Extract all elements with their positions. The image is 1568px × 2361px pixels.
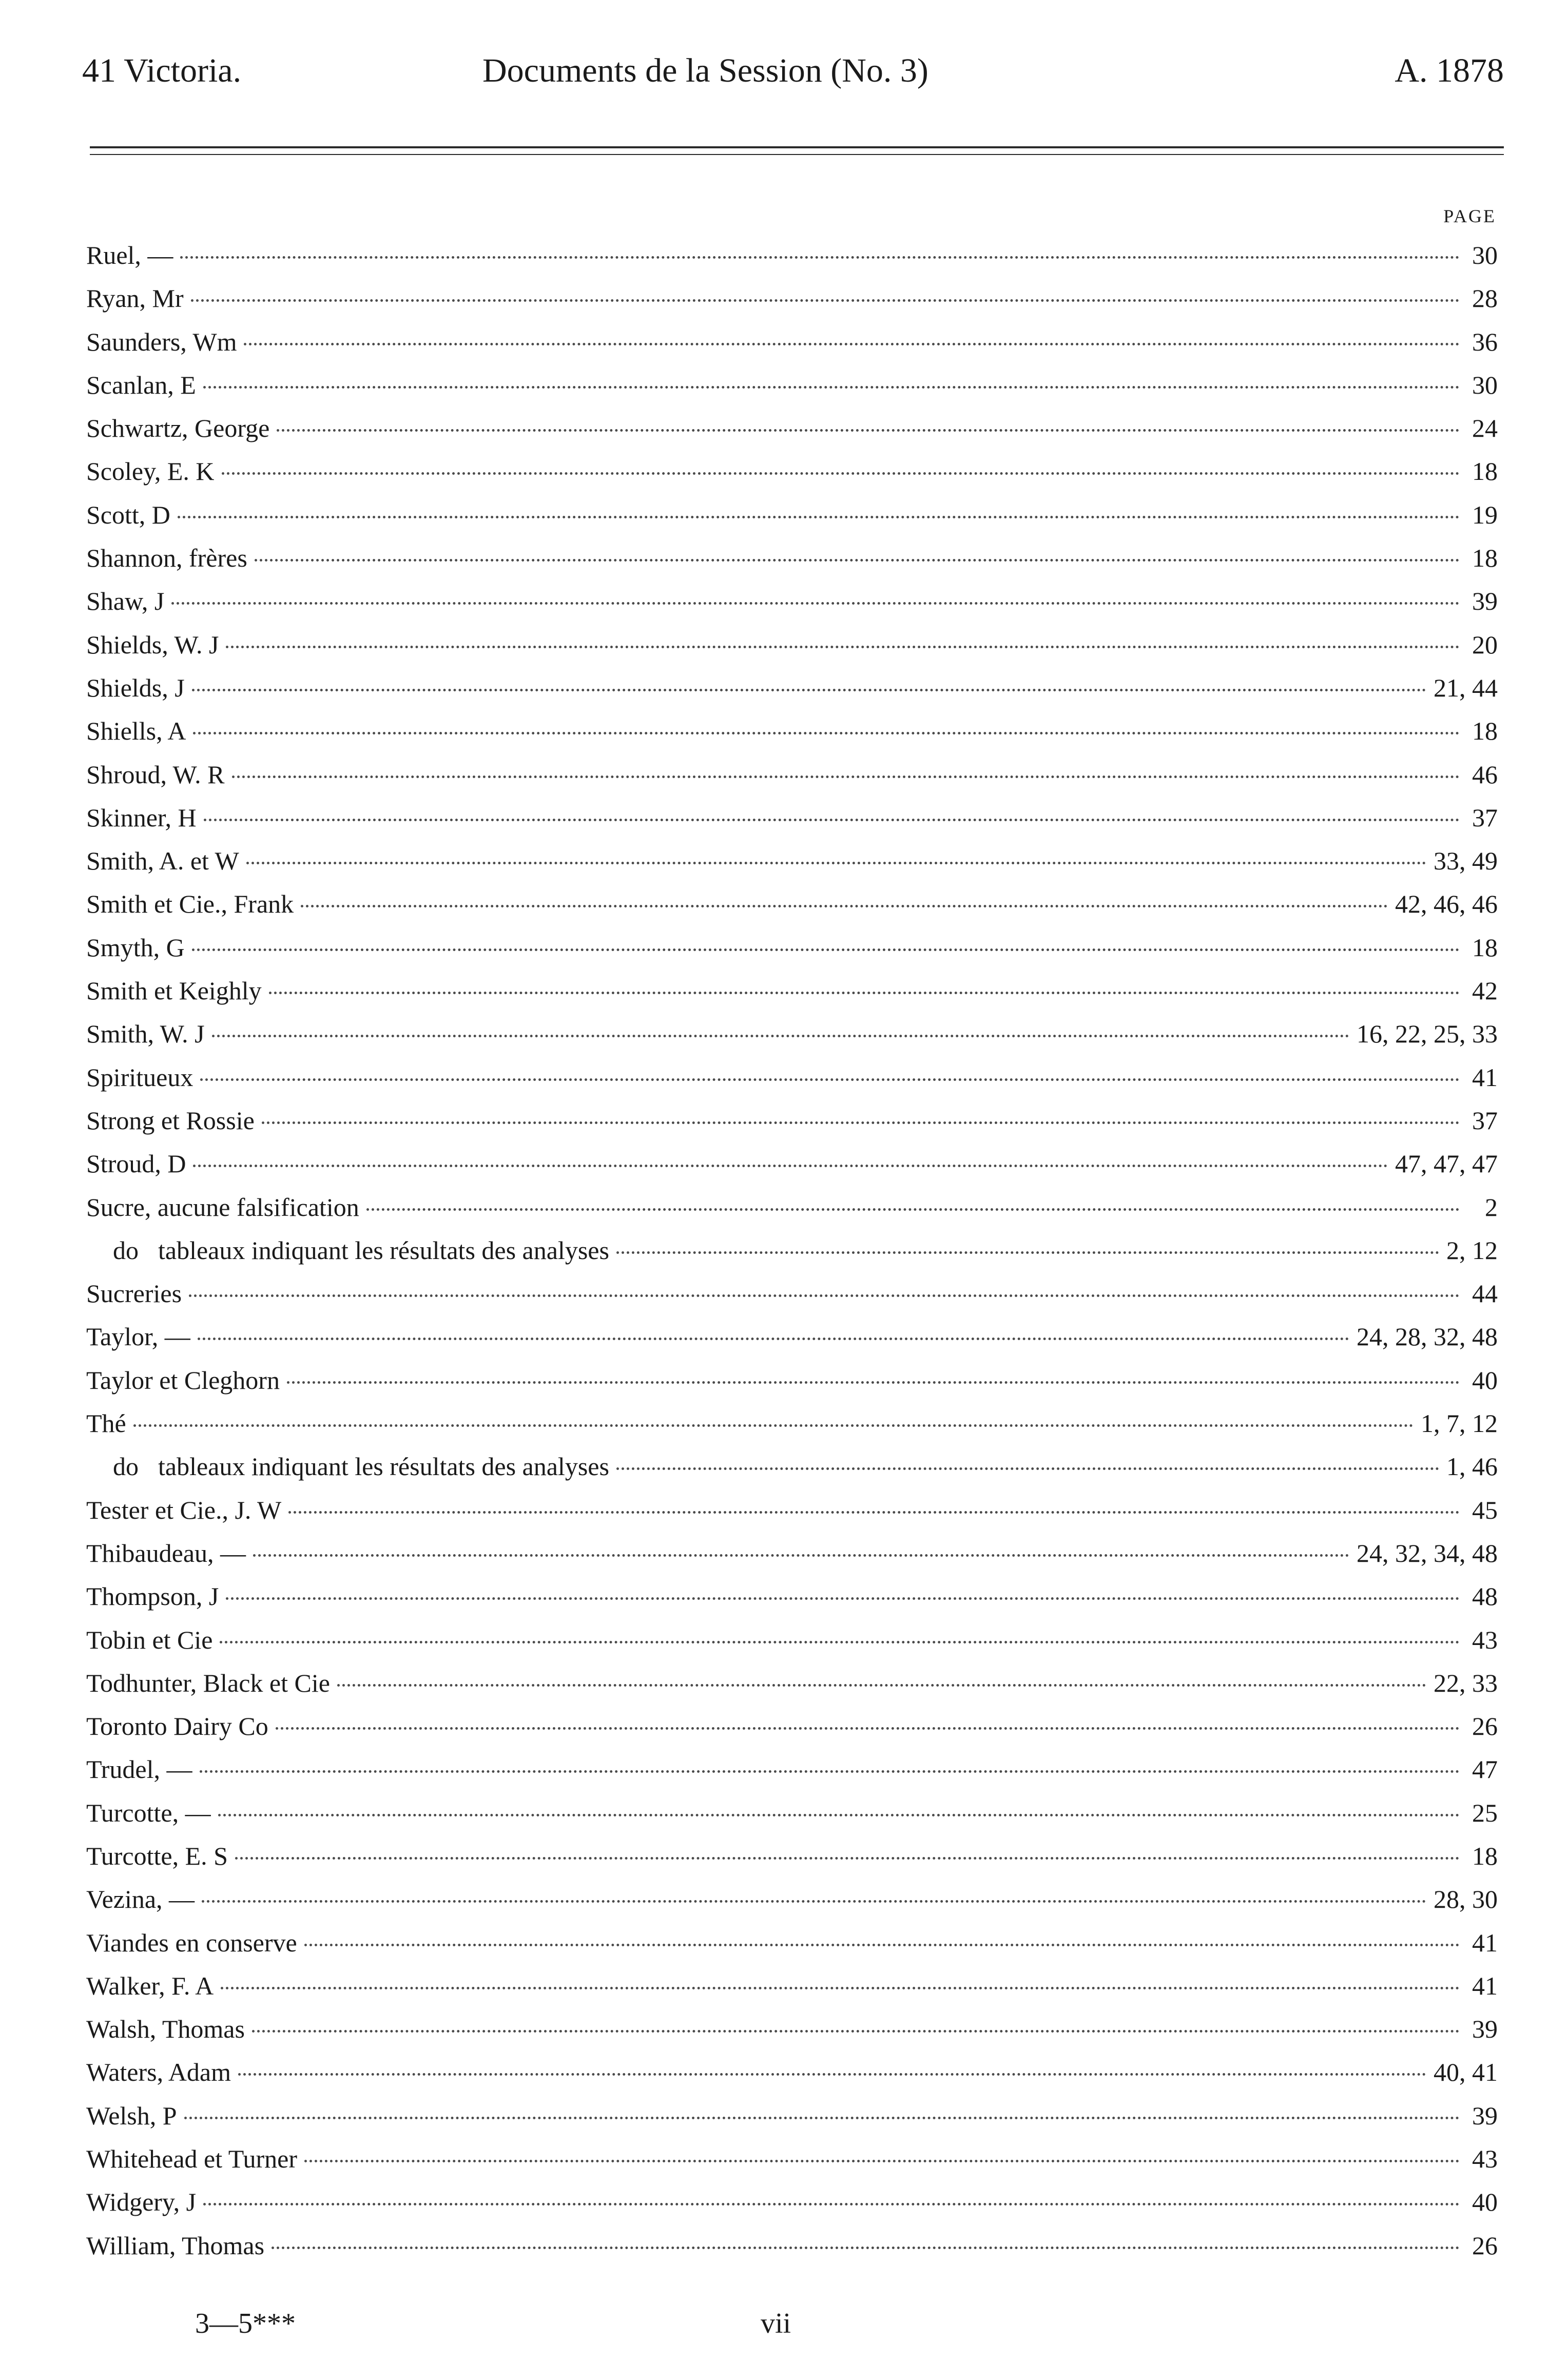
dot-leader: [366, 1208, 1460, 1211]
dot-leader: [221, 1987, 1460, 1989]
entry-name: [86, 1488, 281, 1532]
index-entry: [86, 1445, 1498, 1488]
entry-name-text: Walsh, Thomas: [86, 2015, 245, 2044]
dot-leader: [304, 2160, 1460, 2162]
entry-name-text: Todhunter, Black et Cie: [86, 1668, 330, 1697]
dot-leader: [189, 1294, 1460, 1297]
entry-name-text: Widgery, J: [86, 2188, 197, 2217]
entry-name: [86, 1964, 214, 2007]
entry-pages: 30: [1472, 241, 1498, 269]
index-entry: [86, 926, 1498, 969]
entry-name-text: Shroud, W. R: [86, 760, 225, 789]
dot-leader: [202, 1900, 1426, 1903]
entry-name: [86, 1099, 255, 1142]
entry-pages: 24, 32, 34, 48: [1357, 1538, 1498, 1567]
header-title: Documents de la Session (No. 3): [482, 52, 928, 89]
entry-name: [86, 536, 247, 579]
entry-name-text: Ruel, —: [86, 241, 173, 269]
running-header: [82, 51, 1504, 108]
index-entry: [86, 1661, 1498, 1705]
page-footer: [0, 2307, 1568, 2348]
dot-leader: [222, 472, 1460, 475]
entry-name-text: Tobin et Cie: [86, 1625, 213, 1654]
index-entry: [86, 2007, 1498, 2050]
entry-name: [86, 882, 294, 925]
entry-pages: 16, 22, 25, 33: [1357, 1019, 1498, 1049]
entry-pages: 43: [1472, 2144, 1498, 2174]
entry-name: [86, 1661, 330, 1705]
entry-name: [86, 363, 196, 407]
dot-leader: [203, 386, 1460, 389]
dot-leader: [226, 646, 1460, 648]
entry-name-text: Smith, W. J: [86, 1019, 205, 1049]
entry-name-text: Scott, D: [86, 500, 170, 529]
entry-name-text: Thompson, J: [86, 1582, 219, 1611]
entry-name-text: tableaux indiquant les résultats des analyses: [158, 1452, 609, 1481]
index-entry: [86, 1402, 1498, 1445]
entry-name-text: Sucre, aucune falsification: [86, 1192, 359, 1222]
entry-pages: 40, 41: [1434, 2058, 1498, 2087]
index-entry: [86, 1012, 1498, 1055]
entry-name: [86, 493, 170, 536]
dot-leader: [191, 299, 1460, 302]
dot-leader: [180, 256, 1460, 259]
entry-name-text: Vezina, —: [86, 1885, 195, 1914]
entry-name-text: Smyth, G: [86, 933, 185, 962]
entry-name: [86, 1575, 219, 1618]
index-entry: [86, 1878, 1498, 1921]
dot-leader: [337, 1684, 1426, 1687]
dot-leader: [616, 1251, 1439, 1254]
entry-name-text: Tester et Cie., J. W: [86, 1495, 282, 1524]
entry-pages: 41: [1472, 1971, 1498, 2000]
dot-leader: [301, 905, 1388, 907]
index-entry: [86, 2094, 1498, 2137]
entry-name: [86, 1748, 192, 1791]
entry-pages: 2: [1485, 1192, 1498, 1222]
entry-name: [86, 1142, 186, 1185]
entry-pages: 24: [1472, 414, 1498, 443]
dot-leader: [288, 1511, 1460, 1514]
index-entry: [86, 1099, 1498, 1142]
dot-leader: [220, 1641, 1460, 1643]
dot-leader: [226, 1597, 1460, 1600]
entry-name: [86, 1532, 246, 1575]
index-entry: [86, 1748, 1498, 1791]
entry-name-text: Shields, J: [86, 673, 185, 702]
entry-name-text: Scoley, E. K: [86, 457, 215, 486]
entry-pages: 18: [1472, 457, 1498, 486]
entry-pages: 18: [1472, 717, 1498, 746]
entry-pages: 28: [1472, 284, 1498, 313]
entry-name-text: Shannon, frères: [86, 544, 247, 573]
dot-leader: [193, 1165, 1388, 1167]
index-entry: [86, 277, 1498, 320]
index-entry: [86, 796, 1498, 839]
entry-name: [86, 234, 173, 277]
dot-leader: [203, 2203, 1460, 2205]
entry-name: [86, 926, 185, 969]
entry-pages: 2, 12: [1446, 1235, 1498, 1265]
dot-leader: [616, 1467, 1439, 1470]
entry-name-text: William, Thomas: [86, 2231, 265, 2260]
entry-pages: 28, 30: [1434, 1885, 1498, 1914]
entry-name-text: Shaw, J: [86, 587, 165, 616]
entry-pages: 48: [1472, 1582, 1498, 1611]
dot-leader: [276, 1727, 1460, 1730]
index-entry: [86, 1834, 1498, 1878]
index-entry: [86, 2224, 1498, 2267]
dot-leader: [184, 2117, 1460, 2119]
entry-name-text: Whitehead et Turner: [86, 2144, 298, 2174]
dot-leader: [198, 1338, 1349, 1340]
entry-pages: 20: [1472, 630, 1498, 659]
entry-name: [86, 1272, 182, 1315]
entry-name: [86, 579, 164, 623]
entry-name: [86, 1056, 193, 1099]
entry-pages: 41: [1472, 1928, 1498, 1957]
entry-name: [86, 969, 262, 1012]
entry-pages: 18: [1472, 933, 1498, 962]
index-entry: [86, 1186, 1498, 1229]
dot-leader: [304, 1944, 1460, 1946]
entry-name: [86, 2007, 245, 2050]
entry-name: [86, 1186, 359, 1229]
entry-name: [86, 839, 239, 882]
entry-pages: 18: [1472, 544, 1498, 573]
entry-name: [86, 2094, 177, 2137]
entry-pages: 39: [1472, 2101, 1498, 2130]
index-entry: [86, 1359, 1498, 1402]
entry-name-text: Turcotte, —: [86, 1798, 211, 1827]
entry-name: [86, 1012, 205, 1055]
entry-name-text: Welsh, P: [86, 2101, 177, 2130]
page-column-heading: PAGE: [1443, 206, 1496, 226]
dot-leader: [252, 2030, 1460, 2033]
entry-pages: 37: [1472, 1106, 1498, 1135]
index-entry: [86, 320, 1498, 363]
entry-pages: 41: [1472, 1062, 1498, 1092]
entry-name: [86, 1445, 609, 1488]
entry-name-text: Thé: [86, 1409, 126, 1438]
dot-leader: [255, 559, 1460, 562]
index-entry: [86, 623, 1498, 666]
index-entry: [86, 709, 1498, 752]
index-entry: [86, 407, 1498, 450]
entry-pages: 36: [1472, 327, 1498, 356]
entry-name-text: tableaux indiquant les résultats des analyses: [158, 1235, 609, 1265]
entry-name-text: Toronto Dairy Co: [86, 1712, 268, 1741]
dot-leader: [287, 1381, 1460, 1384]
entry-name-text: Shields, W. J: [86, 630, 219, 659]
entry-name: [86, 753, 225, 796]
entry-name: [86, 1359, 280, 1402]
entry-name-text: Saunders, Wm: [86, 327, 237, 356]
entry-name: [86, 277, 184, 320]
index-entry: [86, 493, 1498, 536]
entry-name: [86, 1921, 297, 1964]
index-entry: [86, 234, 1498, 277]
entry-name: [86, 796, 197, 839]
entry-name-text: Viandes en conserve: [86, 1928, 297, 1957]
dot-leader: [277, 429, 1460, 432]
entry-pages: 1, 7, 12: [1421, 1409, 1498, 1438]
dot-leader: [200, 1078, 1460, 1081]
entry-pages: 39: [1472, 587, 1498, 616]
dot-leader: [192, 949, 1460, 951]
entry-name-text: Ryan, Mr: [86, 284, 184, 313]
entry-pages: 1, 46: [1446, 1452, 1498, 1481]
entry-name: [86, 1402, 126, 1445]
header-volume: 41 Victoria.: [82, 52, 242, 89]
entry-name: [86, 450, 215, 493]
entry-name: [86, 407, 269, 450]
dot-leader: [246, 862, 1426, 864]
entry-name-text: Waters, Adam: [86, 2058, 231, 2087]
index-entry: [86, 2050, 1498, 2094]
entry-name-text: Scanlan, E: [86, 370, 196, 399]
entry-name: [86, 1791, 211, 1834]
entry-name-text: Sucreries: [86, 1279, 182, 1308]
header-rule: [90, 146, 1504, 148]
entry-pages: 42, 46, 46: [1395, 889, 1498, 919]
entry-pages: 40: [1472, 1365, 1498, 1395]
entry-name-text: Turcotte, E. S: [86, 1841, 228, 1870]
entry-pages: 37: [1472, 803, 1498, 832]
index-entry: [86, 1315, 1498, 1358]
entry-pages: 45: [1472, 1495, 1498, 1524]
entry-pages: 30: [1472, 370, 1498, 399]
entry-pages: 47, 47, 47: [1395, 1149, 1498, 1178]
entry-name: [86, 1878, 195, 1921]
entry-pages: 18: [1472, 1841, 1498, 1870]
entry-pages: 19: [1472, 500, 1498, 529]
entry-pages: 47: [1472, 1755, 1498, 1784]
index-entry: [86, 579, 1498, 623]
dot-leader: [232, 776, 1460, 778]
entry-name-text: Trudel, —: [86, 1755, 192, 1784]
index-entry: [86, 1618, 1498, 1661]
dot-leader: [262, 1121, 1460, 1124]
entry-name: [86, 666, 185, 709]
index-entry: [86, 1056, 1498, 1099]
entry-pages: 25: [1472, 1798, 1498, 1827]
entry-name: [86, 2137, 297, 2180]
printer-signature: 3—5***: [195, 2308, 296, 2339]
index-entry: [86, 363, 1498, 407]
page-number: vii: [761, 2308, 791, 2339]
dot-leader: [178, 516, 1460, 518]
index-entry: [86, 1964, 1498, 2007]
index-entry: [86, 666, 1498, 709]
dot-leader: [193, 732, 1460, 734]
ditto-mark: do: [113, 1452, 139, 1481]
entry-name: [86, 2180, 196, 2223]
dot-leader: [235, 1857, 1460, 1860]
entry-pages: 44: [1472, 1279, 1498, 1308]
index-entry: [86, 1532, 1498, 1575]
dot-leader: [204, 819, 1460, 821]
entry-name-text: Smith et Cie., Frank: [86, 889, 294, 919]
ditto-mark: do: [113, 1235, 139, 1265]
entry-pages: 33, 49: [1434, 846, 1498, 876]
entry-name: [86, 1705, 268, 1748]
index-entry: [86, 2137, 1498, 2180]
index-entry: [86, 839, 1498, 882]
entry-pages: 43: [1472, 1625, 1498, 1654]
index-entry: [86, 1575, 1498, 1618]
entry-pages: 39: [1472, 2015, 1498, 2044]
dot-leader: [253, 1554, 1349, 1557]
entry-name-text: Smith et Keighly: [86, 976, 262, 1005]
entry-name-text: Skinner, H: [86, 803, 197, 832]
dot-leader: [192, 689, 1426, 691]
entry-pages: 26: [1472, 1712, 1498, 1741]
entry-name: [86, 2050, 231, 2094]
entry-pages: 24, 28, 32, 48: [1357, 1322, 1498, 1351]
dot-leader: [272, 2247, 1460, 2249]
index-entry: [86, 882, 1498, 925]
entry-name: [86, 623, 219, 666]
header-year: A. 1878: [1395, 52, 1504, 89]
entry-name: [86, 1229, 609, 1272]
entry-name: [86, 320, 237, 363]
index-entry: [86, 1921, 1498, 1964]
dot-leader: [171, 602, 1460, 605]
entry-name-text: Spiritueux: [86, 1062, 193, 1092]
entry-pages: 46: [1472, 760, 1498, 789]
index-entry: [86, 2180, 1498, 2223]
index-entry: [86, 1142, 1498, 1185]
entry-name-text: Strong et Rossie: [86, 1106, 255, 1135]
index-entry: [86, 1705, 1498, 1748]
entry-pages: 22, 33: [1434, 1668, 1498, 1697]
header-rule-thin: [90, 154, 1504, 155]
entry-name-text: Walker, F. A: [86, 1971, 214, 2000]
entry-name: [86, 709, 186, 752]
index-entry: [86, 536, 1498, 579]
entry-name: [86, 1618, 212, 1661]
dot-leader: [212, 1035, 1349, 1037]
entry-name-text: Schwartz, George: [86, 414, 270, 443]
dot-leader: [244, 343, 1460, 345]
dot-leader: [269, 992, 1460, 994]
entry-pages: 21, 44: [1434, 673, 1498, 702]
dot-leader: [200, 1770, 1460, 1773]
entry-name: [86, 1834, 228, 1878]
entry-name-text: Stroud, D: [86, 1149, 186, 1178]
entry-pages: 26: [1472, 2231, 1498, 2260]
entry-name: [86, 2224, 264, 2267]
entry-name-text: Taylor, —: [86, 1322, 190, 1351]
entry-name-text: Shiells, A: [86, 717, 186, 746]
entry-pages: 40: [1472, 2188, 1498, 2217]
index-entry: [86, 1272, 1498, 1315]
dot-leader: [133, 1424, 1414, 1427]
dot-leader: [218, 1814, 1460, 1816]
entry-name: [86, 1315, 190, 1358]
index-entry: [86, 1488, 1498, 1532]
index-entry: [86, 1229, 1498, 1272]
index-entry: [86, 1791, 1498, 1834]
entry-name-text: Smith, A. et W: [86, 846, 239, 876]
index-list: [86, 234, 1498, 2267]
index-entry: [86, 753, 1498, 796]
entry-name-text: Taylor et Cleghorn: [86, 1365, 280, 1395]
dot-leader: [238, 2073, 1426, 2076]
index-entry: [86, 450, 1498, 493]
entry-name-text: Thibaudeau, —: [86, 1538, 246, 1567]
index-entry: [86, 969, 1498, 1012]
entry-pages: 42: [1472, 976, 1498, 1005]
